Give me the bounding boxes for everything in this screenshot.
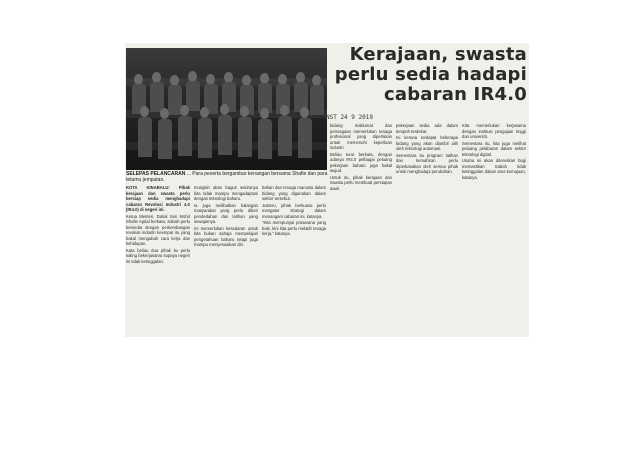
article-paragraph: Ketua Menteri, Datuk Seri Mohd Shafie Apdal berkata, Sabah perlu bersedia dengan perkembangan revolusi industri keempat itu yang bakal mengubah cara kerja dan kehidupan. xyxy=(126,213,190,246)
group-photo xyxy=(126,48,327,170)
headline-line-1: Kerajaan, swasta xyxy=(349,44,527,65)
article-paragraph: bahan dan tenaga manusia dalam bidang yang digunakan dalam sektor tersebut. xyxy=(262,185,326,201)
article-paragraph: Usaha ini akan diteruskan bagi memastikan Sabah tidak ketinggalan dalam arus kemajuan, katanya. xyxy=(462,158,526,180)
article-paragraph: Sementara itu program latihan dan kemahiran perlu diperkasakan oleh semua pihak untuk menghadapi perubahan. xyxy=(396,152,458,174)
article-column-4 xyxy=(330,123,392,333)
article-paragraph: Kita memerlukan kerjasama dengan institusi pengajian tinggi dan universiti. xyxy=(462,123,526,139)
caption-text: ... Para peserta bergambar kenangan bersama Shafie dan para tetamu jemputan. xyxy=(126,171,328,183)
photo-caption xyxy=(126,171,329,183)
article-paragraph: Ia juga melibatkan kalangan masyarakat yang perlu diberi pendedahan dan latihan yang sewajarnya. xyxy=(194,202,258,224)
article-paragraph: mungkin akan bagus sekiranya kita tidak mampu mengadaptasi dengan teknologi baharu. xyxy=(194,185,258,201)
article-paragraph: Sementara itu, kita juga melihat peluang pelaburan dalam sektor teknologi digital. xyxy=(462,140,526,157)
article-column-3 xyxy=(262,185,326,335)
article-paragraph: Ini memerlukan kesedaran untuk kita bukan sahaja mempelajari pengetahuan baharu tetapi juga mampu menyesuaikan diri. xyxy=(194,225,258,247)
newspaper-clipping xyxy=(125,43,529,337)
headline xyxy=(330,45,527,105)
caption-label: SELEPAS PELANCARAN xyxy=(126,171,186,177)
article-column-6 xyxy=(462,123,526,333)
article-paragraph: Kata beliau dua pihak itu perlu saling bekerjasama supaya negeri ini tidak ketinggalan. xyxy=(126,247,190,264)
headline-line-2: perlu sedia hadapi xyxy=(334,64,527,85)
headline-line-3: cabaran IR4.0 xyxy=(384,84,527,105)
article-paragraph: "Kita mempunyai prasarana yang baik, kini kita perlu melatih tenaga kerja," katanya. xyxy=(262,220,326,236)
article-paragraph: Ini kerana terdapat beberapa bidang yang akan diambil alih oleh teknologi automasi. xyxy=(396,135,458,151)
article-paragraph: bidang maklumat dan perniagaan memerlukan tenaga profesional yang diperlukan untuk memenuhi keperluan industri. xyxy=(330,123,392,150)
article-paragraph: pekerjaan sedia ada dalam tempoh terdekat. xyxy=(396,123,458,134)
article-column-5 xyxy=(396,123,458,333)
article-paragraph: KOTA KINABALU: Pihak kerajaan dan swasta perlu bersiap sedia menghadapi cabaran Revolusi Industri 4.0 (IR4.0) di negeri ini. xyxy=(126,185,190,212)
article-column-1 xyxy=(126,185,190,335)
article-column-2 xyxy=(194,185,258,335)
article-paragraph: Beliau turut berkata, dengan adanya IR4.0 pelbagai peluang pekerjaan baharu juga bakal wujud. xyxy=(330,151,392,173)
article-paragraph: Justeru, pihak berkuasa perlu mengatur strategi dalam menangani cabaran ini, katanya. xyxy=(262,202,326,219)
article-paragraph: Untuk itu, pihak kerajaan dan swasta perlu membuat persiapan awal. xyxy=(330,174,392,191)
publication-date: NST 24 9 2019 xyxy=(326,114,373,121)
